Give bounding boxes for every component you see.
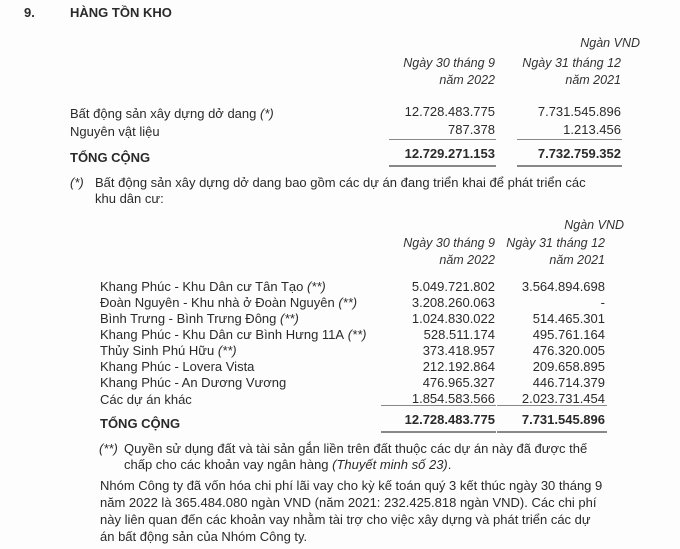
note1-marker: (*) <box>70 175 84 190</box>
paragraph-line4: án bất động sản của Nhóm Công ty. <box>100 529 308 544</box>
table2-subtotal-rule-col2 <box>497 405 607 406</box>
note1-text <box>95 175 635 207</box>
table2-row-label: Đoàn Nguyên - Khu nhà ở Đoàn Nguyên (**) <box>100 295 358 310</box>
table2-row-col2: 495.761.164 <box>532 327 605 342</box>
table2-col1-header-line1: Ngày 30 tháng 9 <box>403 236 495 250</box>
table1-row-col1: 787.378 <box>448 122 495 137</box>
table2-row-label: Khang Phúc - Khu Dân cư Tân Tạo (**) <box>100 279 326 294</box>
table1-row-label: Nguyên vật liệu <box>70 124 160 139</box>
table1-total-rule-col2 <box>517 165 622 167</box>
table2-row-col2: 209.658.895 <box>532 359 605 374</box>
table1-row-col2: 1.213.456 <box>563 122 621 137</box>
table1-row-col2: 7.731.545.896 <box>537 104 621 119</box>
table1-total-label: TỔNG CỘNG <box>70 150 151 165</box>
table1-col1-header-line1: Ngày 30 tháng 9 <box>403 56 495 70</box>
section-title: HÀNG TỒN KHO <box>70 5 172 20</box>
paragraph-line3: này liên quan đến các khoản vay nhằm tài trợ cho việc xây dựng và phát triển các dự <box>100 512 591 527</box>
table2-row-col2: 446.714.379 <box>532 375 605 390</box>
table2-labels <box>100 279 380 408</box>
table2-total-col2: 7.731.545.896 <box>521 412 605 427</box>
table2-row-label: Thủy Sinh Phú Hữu (**) <box>100 343 237 358</box>
note2-text-line2: chấp cho các khoản vay ngân hàng (Thuyết minh số 23). <box>124 457 452 472</box>
table1-subtotal-rule-col1 <box>389 139 496 140</box>
table2-row-label: Bình Trưng - Bình Trưng Đông (**) <box>100 311 299 326</box>
note2-reference: (Thuyết minh số 23) <box>332 457 448 472</box>
table2-row-label: Khang Phúc - Khu Dân cư Bình Hưng 11A (**) <box>100 327 367 342</box>
table2-row-col2: - <box>600 295 605 310</box>
table1-total-rule-col1 <box>389 165 496 167</box>
table2-total-col1: 12.728.483.775 <box>404 412 495 427</box>
table1-col2-header-line2: năm 2021 <box>565 73 621 87</box>
note1-text-line1: Bất động sản xây dựng dở dang bao gồm các dự án đang triển khai để phát triển các <box>95 175 586 190</box>
table2-unit-label: Ngàn VND <box>564 218 624 232</box>
table2-row-label: Khang Phúc - An Dương Vương <box>100 375 287 390</box>
table2-subtotal-rule-col1 <box>381 405 496 406</box>
table2-row-col1: 373.418.957 <box>422 343 495 358</box>
table2-col2-values <box>480 279 605 407</box>
table2-total-label: TỔNG CỘNG <box>100 416 181 431</box>
paragraph-line1: Nhóm Công ty đã vốn hóa chi phí lãi vay cho kỳ kế toán quý 3 kết thúc ngày 30 tháng 9 <box>100 478 603 493</box>
table2-col2-header-line1: Ngày 31 tháng 12 <box>506 236 605 250</box>
table2-row-col1: 1.854.583.566 <box>411 391 495 406</box>
table2-row-col2: 476.320.005 <box>532 343 605 358</box>
table2-col2-header-line2: năm 2021 <box>549 253 605 267</box>
table2-total-rule-col1 <box>381 431 496 433</box>
note2-text <box>124 441 644 473</box>
capitalized-interest-paragraph <box>100 477 645 545</box>
table1-col1-header <box>340 55 495 89</box>
table1-total-col1: 12.729.271.153 <box>404 146 495 161</box>
table2-row-col2: 2.023.731.454 <box>521 391 605 406</box>
table2-row-col1: 212.192.864 <box>422 359 495 374</box>
table2-row-col2: 3.564.894.698 <box>521 279 605 294</box>
table1-col1-header-line2: năm 2022 <box>439 73 495 87</box>
table2-row-label: Các dự án khác <box>100 392 192 407</box>
note2-marker: (**) <box>99 441 118 456</box>
table1-subtotal-rule-col2 <box>517 139 622 140</box>
table1-col2-header <box>500 55 621 89</box>
table2-row-label: Khang Phúc - Lovera Vista <box>100 359 255 374</box>
table1-total-col2: 7.732.759.352 <box>537 146 621 161</box>
table2-row-col1: 5.049.721.802 <box>411 279 495 294</box>
section-number: 9. <box>24 5 35 20</box>
note2-text-line1: Quyền sử dụng đất và tài sản gắn liền trên đất thuộc các dự án này đã được thế <box>124 441 588 456</box>
table2-row-col2: 514.465.301 <box>532 311 605 326</box>
table1-col2-header-line1: Ngày 31 tháng 12 <box>522 56 621 70</box>
table2-total-rule-col2 <box>497 431 607 433</box>
table2-col1-header <box>340 235 495 269</box>
table2-row-col1: 3.208.260.063 <box>411 295 495 310</box>
table2-col1-values <box>360 279 495 407</box>
note1-text-line2: khu dân cư: <box>95 191 164 206</box>
table2-col2-header <box>480 235 605 269</box>
table2-row-col1: 1.024.830.022 <box>411 311 495 326</box>
table2-row-col1: 476.965.327 <box>422 375 495 390</box>
table1-row-label: Bất động sản xây dựng dở dang (*) <box>70 106 274 121</box>
table2-row-col1: 528.511.174 <box>423 327 495 342</box>
table2-col1-header-line2: năm 2022 <box>439 253 495 267</box>
paragraph-line2: năm 2022 là 365.484.080 ngàn VND (năm 2021: 232.425.818 ngàn VND). Các chi phí <box>100 495 597 510</box>
table1-row-col1: 12.728.483.775 <box>404 104 495 119</box>
table1-unit-label: Ngàn VND <box>580 36 640 50</box>
